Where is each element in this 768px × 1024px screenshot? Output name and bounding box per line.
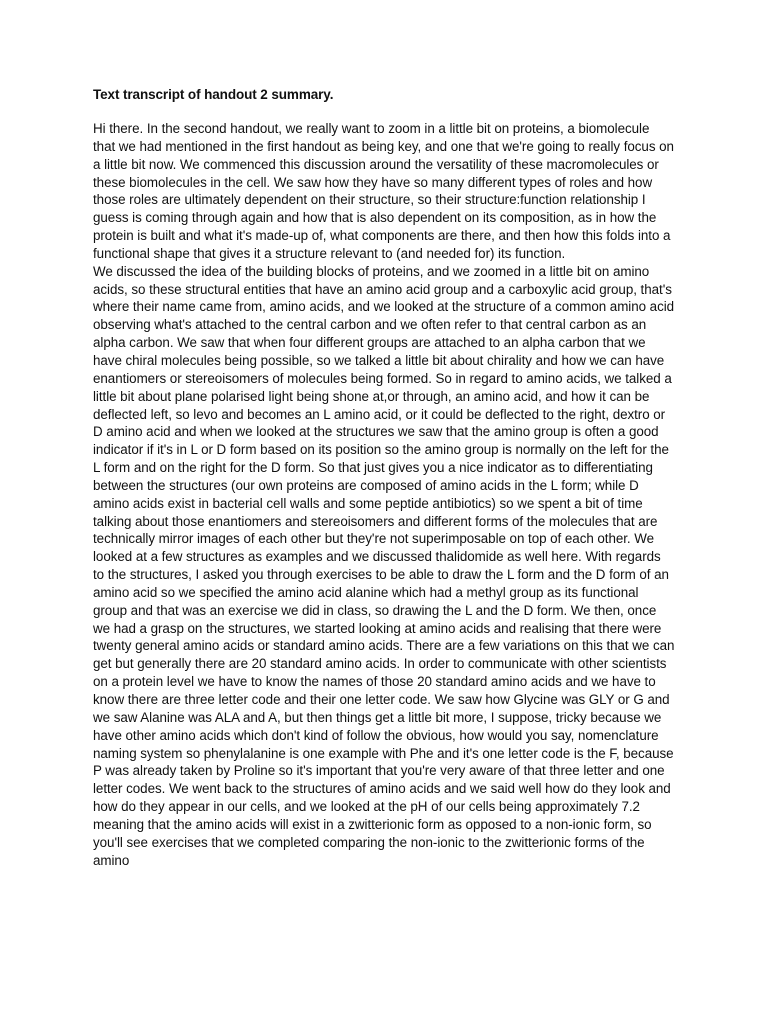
paragraph-amino-acids: We discussed the idea of the building blocks of proteins, and we zoomed in a little bit on amino acids, so these structural entities that have an amino acid group and a carboxylic acid group, that's where their name came from, amino acids, and we looked at the structure of a common amino acid observing what's attached to the central carbon and we often refer to that central carbon as an alpha carbon. We saw that when four different groups are attached to an alpha carbon that we have chiral molecules being possible, so we talked a little bit about chirality and how we can have enantiomers or stereoisomers of molecules being formed. So in regard to amino acids, we talked a little bit about plane polarised light being shone at,or through, an amino acid, and how it can be deflected left, so levo and becomes an L amino acid, or it could be deflected to the right, dextro or D amino acid and when we looked at the structures we saw that the amino group is often a good indicator if it's in L or D form based on its position so the amino group is normally on the left for the L form and on the right for the D form. So that just gives you a nice indicator as to differentiating between the structures (our own proteins are composed of amino acids in the L form; while D amino acids exist in bacterial cell walls and some peptide antibiotics) so we spent a bit of time talking about those enantiomers and stereoisomers and different forms of the molecules that are technically mirror images of each other but they're not superimposable on top of each other. We looked at a few structures as examples and we discussed thalidomide as well here. With regards to the structures, I asked you through exercises to be able to draw the L form and the D form of an amino acid so we specified the amino acid alanine which had a methyl group as its functional group and that was an exercise we did in class, so drawing the L and the D form. We then, once we had a grasp on the structures, we started looking at amino acids and realising that there were twenty general amino acids or standard amino acids. There are a few variations on this that we can get but generally there are 20 standard amino acids. In order to communicate with other scientists on a protein level we have to know the names of those 20 standard amino acids and we have to know there are three letter code and their one letter code. We saw how Glycine was GLY or G and we saw Alanine was ALA and A, but then things get a little bit more, I suppose, tricky because we have other amino acids which don't kind of follow the obvious, how would you say, nomenclature naming system so phenylalanine is one example with Phe and it's one letter code is the F, because P was already taken by Proline so it's important that you're very aware of that three letter and one letter codes. We went back to the structures of amino acids and we said well how do they look and how do they appear in our cells, and we looked at the pH of our cells being approximately 7.2 meaning that the amino acids will exist in a zwitterionic form as opposed to a non-ionic form, so you'll see exercises that we completed comparing the non-ionic to the zwitterionic forms of the amino [93, 263, 675, 868]
document-body [93, 86, 675, 869]
paragraph-intro: Hi there. In the second handout, we really want to zoom in a little bit on proteins, a biomolecule that we had mentioned in the first handout as being key, and one that we're going to really focus on a little bit now. We commenced this discussion around the versatility of these macromolecules or these biomolecules in the cell. We saw how they have so many different types of roles and how those roles are ultimately dependent on their structure, so their structure:function relationship I guess is coming through again and how that is also dependent on its composition, as in how the protein is built and what it's made-up of, what components are there, and then how this folds into a functional shape that gives it a structure relevant to (and needed for) its function. [93, 121, 674, 261]
document-title: Text transcript of handout 2 summary. [93, 87, 334, 102]
